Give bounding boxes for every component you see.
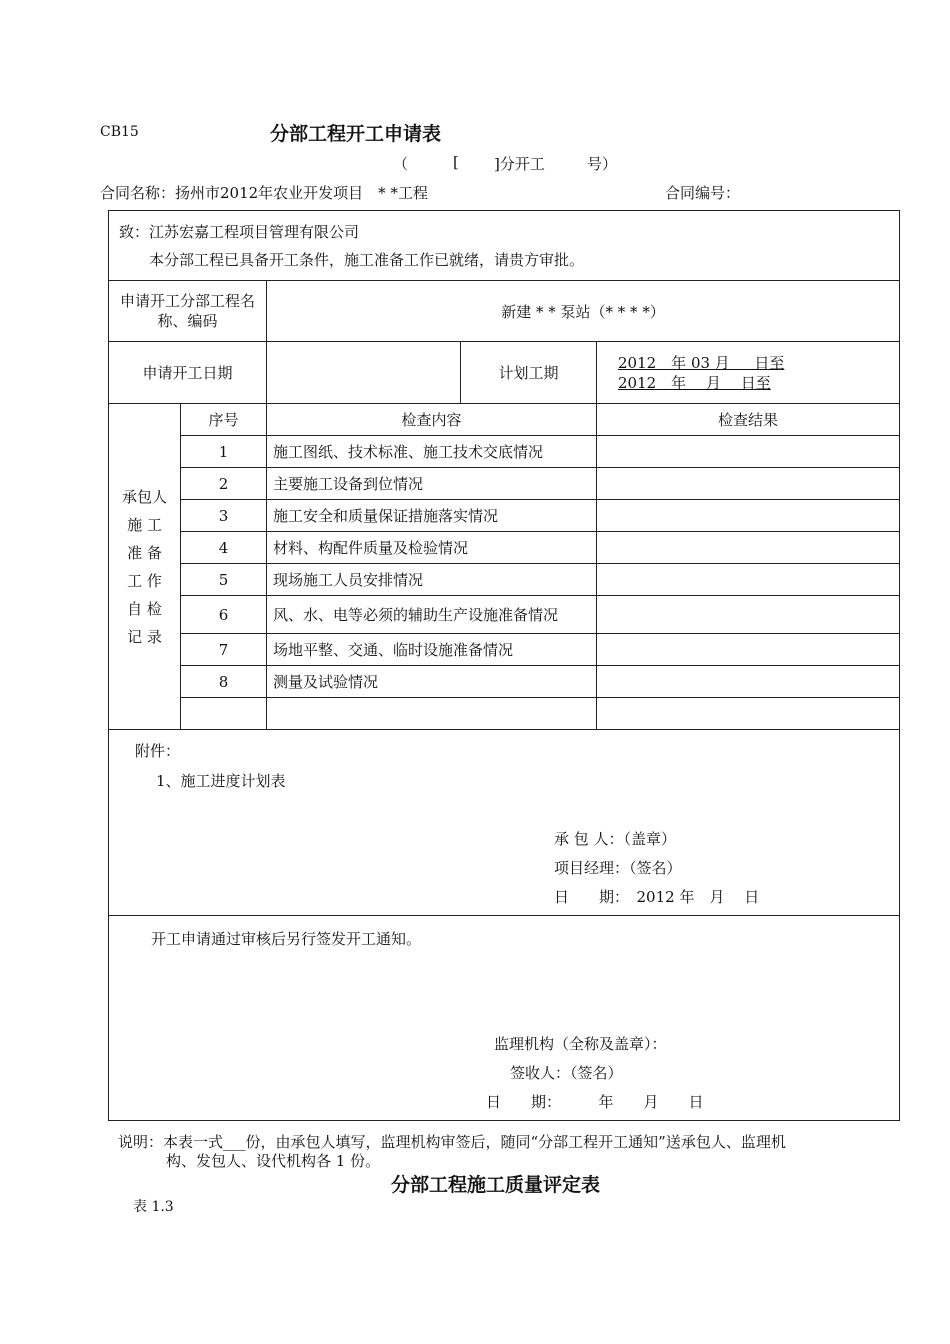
approval-section <box>109 916 900 1121</box>
approval-note: 开工申请通过审核后另行签发开工通知。 <box>151 930 422 948</box>
application-form-table <box>108 210 900 1121</box>
row-result[interactable] <box>597 500 900 532</box>
table-row <box>109 634 900 666</box>
subtitle-open: （ <box>393 155 409 173</box>
period-line-1: 2012 年 03 月 日至 <box>618 353 785 372</box>
contract-number: 合同编号： <box>665 184 741 202</box>
row-no: 2 <box>181 468 267 500</box>
row-content: 风、水、电等必须的辅助生产设施准备情况 <box>267 596 597 634</box>
project-value: 新建 * * 泵站（* * * *） <box>267 281 900 342</box>
row-content: 材料、构配件质量及检验情况 <box>267 532 597 564</box>
row-no: 3 <box>181 500 267 532</box>
footer-note-line-2: 构、发包人、设代机构各 1 份。 <box>166 1152 381 1170</box>
intro-text: 本分部工程已具备开工条件，施工准备工作已就绪，请贵方审批。 <box>149 250 585 269</box>
table-row <box>109 500 900 532</box>
addressee-cell <box>109 211 900 281</box>
contractor-date: 日 期： 2012 年 月 日 <box>554 888 760 906</box>
project-manager-signature: 项目经理：（签名） <box>554 859 682 877</box>
row-content: 施工图纸、技术标准、施工技术交底情况 <box>267 436 597 468</box>
subtitle-number: 号） <box>587 155 618 173</box>
subtitle-bracket-left: [ <box>453 153 459 171</box>
row-content: 施工安全和质量保证措施落实情况 <box>267 500 597 532</box>
period-line-2: 2012 年 月 日至 <box>618 373 771 392</box>
supervisor-seal: 监理机构（全称及盖章）： <box>494 1035 667 1053</box>
row-content <box>267 698 597 730</box>
row-result[interactable] <box>597 596 900 634</box>
contract-name: 合同名称：扬州市2012年农业开发项目 * *工程 <box>100 184 428 202</box>
table-row <box>109 564 900 596</box>
footer-note-line-1: 说明：本表一式___份，由承包人填写，监理机构审签后，随同“分部工程开工通知”送承包人、监理机 <box>118 1133 786 1151</box>
self-check-side-label <box>109 404 181 730</box>
row-result[interactable] <box>597 532 900 564</box>
row-no <box>181 698 267 730</box>
attachment-label: 附件： <box>135 742 181 760</box>
side-label-line: 工 作 <box>127 571 162 590</box>
col-header-content: 检查内容 <box>267 404 597 436</box>
row-result[interactable] <box>597 564 900 596</box>
side-label-line: 记 录 <box>127 627 162 646</box>
table-row <box>109 532 900 564</box>
col-header-no: 序号 <box>181 404 267 436</box>
col-header-result: 检查结果 <box>597 404 900 436</box>
start-date-label: 申请开工日期 <box>109 342 267 404</box>
side-label-line: 准 备 <box>127 543 162 562</box>
row-result[interactable] <box>597 468 900 500</box>
row-result[interactable] <box>597 698 900 730</box>
form-code: CB15 <box>100 124 139 140</box>
period-cell <box>597 342 900 404</box>
receiver-signature: 签收人：（签名） <box>510 1064 623 1082</box>
row-no: 7 <box>181 634 267 666</box>
table-row <box>109 468 900 500</box>
table-row <box>109 666 900 698</box>
side-label-line: 施 工 <box>127 515 162 534</box>
row-content: 测量及试验情况 <box>267 666 597 698</box>
row-content: 现场施工人员安排情况 <box>267 564 597 596</box>
table-row <box>109 698 900 730</box>
supervisor-date: 日 期： 年 月 日 <box>486 1093 704 1111</box>
side-label-line: 自 检 <box>127 599 162 618</box>
next-table-title: 分部工程施工质量评定表 <box>391 1174 601 1196</box>
period-label: 计划工期 <box>461 342 597 404</box>
side-label-line: 承包人 <box>121 487 167 506</box>
row-content: 场地平整、交通、临时设施准备情况 <box>267 634 597 666</box>
contractor-seal: 承 包 人：（盖章） <box>554 830 677 848</box>
start-date-value[interactable] <box>267 342 461 404</box>
attachment-section <box>109 730 900 916</box>
table-row <box>109 436 900 468</box>
row-no: 6 <box>181 596 267 634</box>
table-number: 表 1.3 <box>133 1199 174 1215</box>
row-no: 1 <box>181 436 267 468</box>
row-no: 5 <box>181 564 267 596</box>
row-result[interactable] <box>597 666 900 698</box>
addressee: 致：江苏宏嘉工程项目管理有限公司 <box>119 222 360 241</box>
row-content: 主要施工设备到位情况 <box>267 468 597 500</box>
attachment-item[interactable]: 1、施工进度计划表 <box>156 772 286 790</box>
table-row <box>109 596 900 634</box>
subtitle-bracket-right: ]分开工 <box>494 155 545 173</box>
row-no: 8 <box>181 666 267 698</box>
row-result[interactable] <box>597 634 900 666</box>
row-result[interactable] <box>597 436 900 468</box>
row-no: 4 <box>181 532 267 564</box>
project-label: 申请开工分部工程名称、编码 <box>109 281 267 342</box>
form-title: 分部工程开工申请表 <box>270 123 442 145</box>
